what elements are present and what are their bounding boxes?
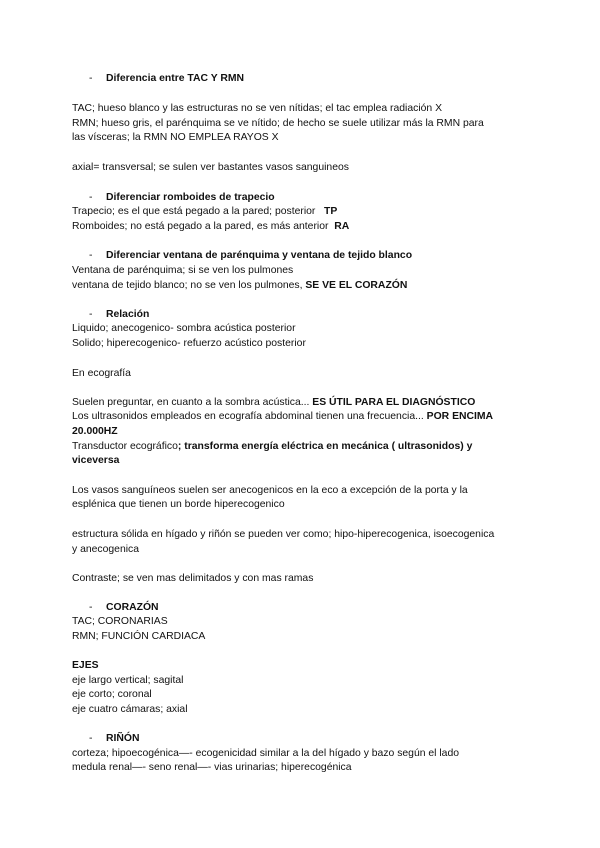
section-heading: - Diferencia entre TAC Y RMN (89, 73, 244, 84)
paragraph-line: esplénica que tienen un borde hiperecogenico (72, 499, 285, 510)
paragraph-line: Suelen preguntar, en cuanto a la sombra acústica... ES ÚTIL PARA EL DIAGNÓSTICO (72, 397, 476, 408)
paragraph-line: axial= transversal; se sulen ver bastantes vasos sanguineos (72, 162, 349, 173)
paragraph-line: 20.000HZ (72, 426, 118, 437)
section-heading: - Relación (89, 309, 150, 320)
paragraph-line: RMN; hueso gris, el parénquima se ve nítido; de hecho se suele utilizar más la RMN para (72, 118, 484, 129)
paragraph-line: Solido; hiperecogenico- refuerzo acústico posterior (72, 338, 306, 349)
paragraph-line: RMN; FUNCIÓN CARDIACA (72, 631, 206, 642)
paragraph-line: eje largo vertical; sagital (72, 675, 184, 686)
paragraph-line: ventana de tejido blanco; no se ven los pulmones, SE VE EL CORAZÓN (72, 280, 408, 291)
section-heading: - CORAZÓN (89, 602, 159, 613)
paragraph-line: TAC; CORONARIAS (72, 616, 168, 627)
paragraph-line: TAC; hueso blanco y las estructuras no se ven nítidas; el tac emplea radiación X (72, 103, 443, 114)
paragraph-line: Ventana de parénquima; si se ven los pulmones (72, 265, 294, 276)
section-heading: - RIÑÓN (89, 733, 140, 744)
paragraph-line: eje corto; coronal (72, 689, 152, 700)
paragraph-line: Romboides; no está pegado a la pared, es más anterior RA (72, 221, 350, 232)
section-heading: - Diferenciar ventana de parénquima y ventana de tejido blanco (89, 250, 413, 261)
paragraph-line: Contraste; se ven mas delimitados y con mas ramas (72, 573, 314, 584)
paragraph-line: Liquido; anecogenico- sombra acústica posterior (72, 323, 296, 334)
paragraph-line: Los vasos sanguíneos suelen ser anecogenicos en la eco a excepción de la porta y la (72, 485, 468, 496)
paragraph-line: Trapecio; es el que está pegado a la pared; posterior TP (72, 206, 338, 217)
paragraph-line: estructura sólida en hígado y riñón se pueden ver como; hipo-hiperecogenica, isoecogenica (72, 529, 495, 540)
paragraph-line: Los ultrasonidos empleados en ecografía abdominal tienen una frecuencia... POR ENCIMA (72, 411, 494, 422)
section-heading: - Diferenciar romboides de trapecio (89, 192, 275, 203)
paragraph-line: las vísceras; la RMN NO EMPLEA RAYOS X (72, 132, 279, 143)
paragraph-line: viceversa (72, 455, 120, 466)
paragraph-line: y anecogenica (72, 544, 140, 555)
paragraph-line: medula renal—- seno renal—- vias urinarias; hiperecogénica (72, 762, 352, 773)
paragraph-line: eje cuatro cámaras; axial (72, 704, 188, 715)
paragraph-line: corteza; hipoecogénica—- ecogenicidad similar a la del hígado y bazo según el lado (72, 748, 460, 759)
paragraph-line: EJES (72, 660, 99, 671)
paragraph-line: Transductor ecográfico; transforma energía eléctrica en mecánica ( ultrasonidos) y (72, 441, 473, 452)
paragraph-line: En ecografía (72, 368, 131, 379)
